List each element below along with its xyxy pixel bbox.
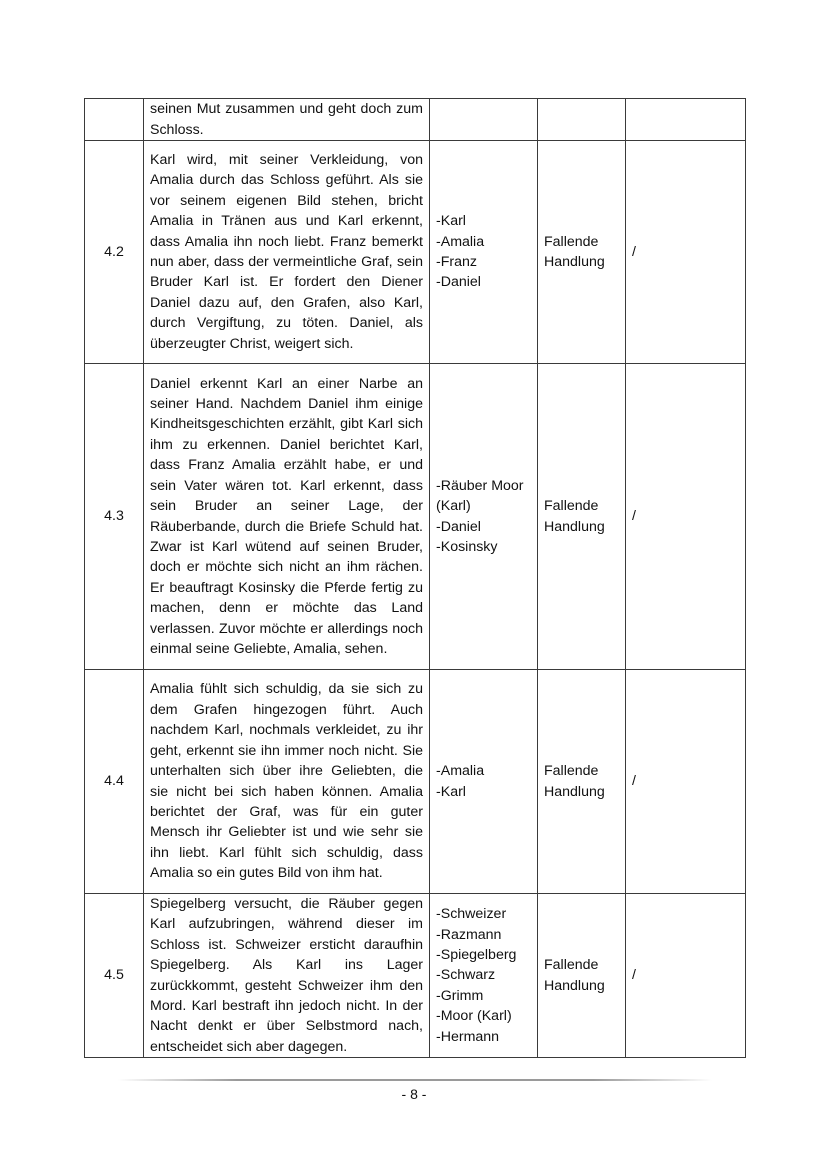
plot-stage bbox=[538, 99, 626, 141]
scene-characters bbox=[430, 364, 538, 670]
character-name: -Razmann bbox=[436, 926, 502, 943]
character-name: -Hermann bbox=[436, 1028, 500, 1045]
scene-number: 4.3 bbox=[85, 364, 144, 670]
scene-table-body bbox=[85, 99, 746, 1058]
character-name: -Grimm bbox=[436, 987, 484, 1004]
scene-note bbox=[626, 99, 746, 141]
scene-number: 4.5 bbox=[85, 894, 144, 1058]
scene-characters bbox=[430, 99, 538, 141]
footer-divider bbox=[118, 1079, 712, 1081]
plot-stage: Fallende Handlung bbox=[538, 141, 626, 364]
character-name: -Schwarz bbox=[436, 967, 496, 984]
scene-summary: Karl wird, mit seiner Verkleidung, von Amalia durch das Schloss geführt. Als sie vor seinem eigenen Bild stehen, bricht Amalia in Tränen aus und Karl erkennt, dass Amalia ihn noch liebt. Franz bemerkt nun aber, dass der vermeintliche Graf, sein Bruder Karl ist. Er fordert den Diener Daniel dazu auf, den Grafen, also Karl, durch Vergiftung, zu töten. Daniel, als überzeugter Christ, weigert sich. bbox=[144, 141, 430, 364]
table-row bbox=[85, 894, 746, 1058]
scene-characters bbox=[430, 141, 538, 364]
scene-note: / bbox=[626, 894, 746, 1058]
scene-note: / bbox=[626, 141, 746, 364]
plot-stage: Fallende Handlung bbox=[538, 894, 626, 1058]
character-name: -Moor (Karl) bbox=[436, 1008, 512, 1025]
scene-note: / bbox=[626, 364, 746, 670]
page-number: - 8 - bbox=[401, 1086, 427, 1102]
character-name: -Karl bbox=[436, 783, 466, 800]
character-name: -Kosinsky bbox=[436, 538, 498, 555]
scene-table bbox=[84, 98, 746, 1058]
plot-stage: Fallende Handlung bbox=[538, 670, 626, 894]
scene-number: 4.2 bbox=[85, 141, 144, 364]
table-row bbox=[85, 99, 746, 141]
character-name: -Franz bbox=[436, 254, 477, 270]
character-name: -Spiegelberg bbox=[436, 947, 517, 964]
character-name: -Räuber Moor (Karl) bbox=[436, 477, 524, 515]
character-name: -Amalia bbox=[436, 763, 485, 780]
scene-characters bbox=[430, 670, 538, 894]
table-row bbox=[85, 364, 746, 670]
scene-summary: Amalia fühlt sich schuldig, da sie sich zu dem Grafen hingezogen führt. Auch nachdem Karl, nochmals verkleidet, zu ihr geht, erkennt sie ihn immer noch nicht. Sie unterhalten sich über ihre Geliebten, die sie nicht bei sich haben können. Amalia berichtet der Graf, was für ein guter Mensch ihr Geliebter ist und wie sehr sie ihn liebt. Karl fühlt sich schuldig, dass Amalia so ein gutes Bild von ihm hat. bbox=[144, 670, 430, 894]
character-name: -Daniel bbox=[436, 274, 481, 291]
character-name: -Amalia bbox=[436, 233, 485, 250]
scene-characters bbox=[430, 894, 538, 1058]
scene-summary: Spiegelberg versucht, die Räuber gegen Karl aufzubringen, während dieser im Schloss ist. Schweizer ersticht daraufhin Spiegelberg. Als Karl ins Lager zurückkommt, gesteht Schweizer ihm den Mord. Karl bestraft ihn jedoch nicht. In der Nacht denkt er über Selbstmord nach, entscheidet sich aber dagegen. bbox=[144, 894, 430, 1058]
scene-summary: seinen Mut zusammen und geht doch zum Schloss. bbox=[144, 99, 430, 141]
character-name: -Karl bbox=[436, 213, 466, 230]
character-name: -Schweizer bbox=[436, 906, 507, 923]
table-row bbox=[85, 141, 746, 364]
scene-number: 4.4 bbox=[85, 670, 144, 894]
scene-summary: Daniel erkennt Karl an einer Narbe an seiner Hand. Nachdem Daniel ihm einige Kindheitsgeschichten erzählt, gibt Karl sich ihm zu erkennen. Daniel berichtet Karl, dass Franz Amalia erzählt habe, er und sein Vater wären tot. Karl erkennt, dass sein Bruder an seiner Lage, der Räuberbande, durch die Briefe Schuld hat. Zwar ist Karl wütend auf seinen Bruder, doch er möchte sich nicht an ihm rächen. Er beauftragt Kosinsky die Pferde fertig zu machen, denn er möchte das Land verlassen. Zuvor möchte er allerdings noch einmal seine Geliebte, Amalia, sehen. bbox=[144, 364, 430, 670]
plot-stage: Fallende Handlung bbox=[538, 364, 626, 670]
table-row bbox=[85, 670, 746, 894]
scene-number bbox=[85, 99, 144, 141]
character-name: -Daniel bbox=[436, 518, 481, 535]
scene-note: / bbox=[626, 670, 746, 894]
